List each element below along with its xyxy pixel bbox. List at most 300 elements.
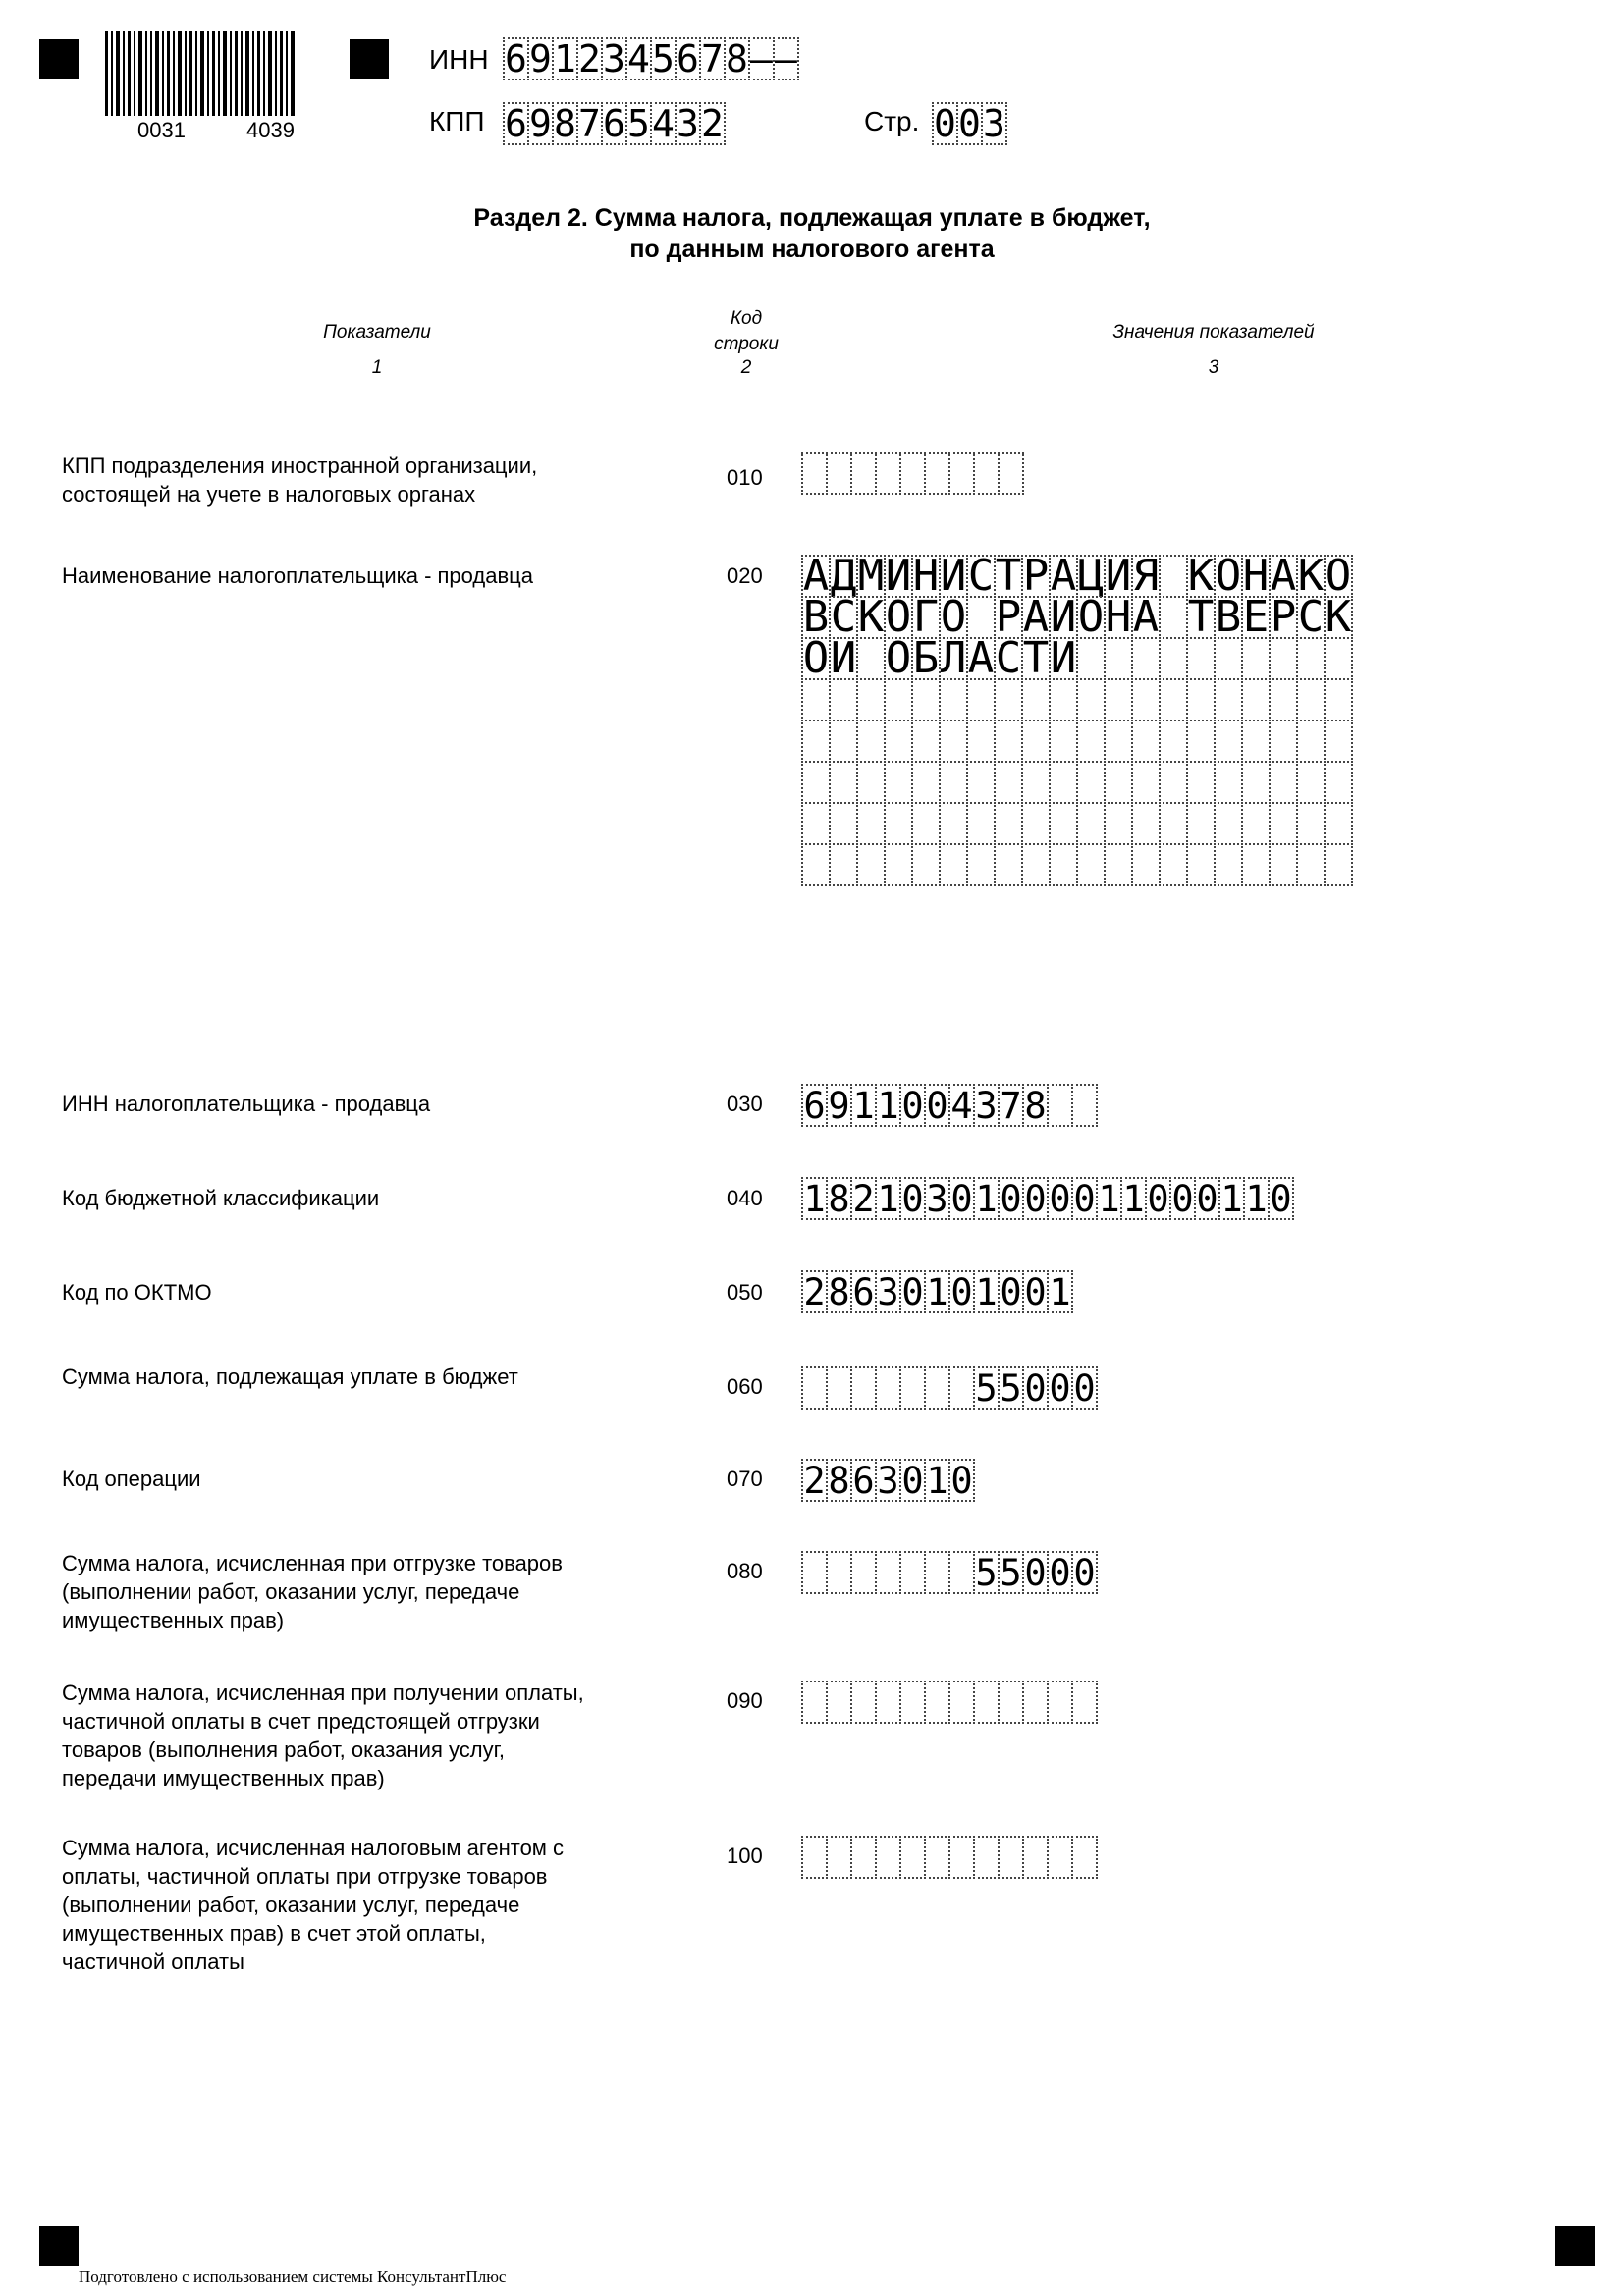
value-cell[interactable]: 3 (875, 1270, 901, 1313)
value-cell[interactable] (1049, 761, 1078, 804)
row-100-label-line: Сумма налога, исчисленная налоговым агентом с (62, 1836, 565, 1860)
value-cell[interactable]: 0 (899, 1084, 926, 1127)
row-100-label-line: имущественных прав) в счет этой оплаты, (62, 1921, 486, 1946)
value-cell[interactable] (1296, 678, 1326, 721)
value-cell[interactable]: Н (1105, 592, 1132, 642)
value-cell[interactable]: 5 (973, 1551, 1000, 1594)
value-cell[interactable] (966, 843, 996, 886)
row-080-value-cells[interactable] (801, 1551, 1098, 1592)
value-cell[interactable] (1241, 802, 1271, 845)
value-cell[interactable] (850, 1836, 877, 1879)
value-cell[interactable] (966, 802, 996, 845)
value-cell[interactable] (875, 1551, 901, 1594)
value-cell[interactable] (899, 452, 926, 495)
value-cell[interactable]: К (857, 592, 885, 642)
value-cell[interactable] (1296, 720, 1326, 763)
value-cell[interactable]: 0 (948, 1177, 975, 1220)
value-cell[interactable] (801, 802, 831, 845)
value-cell[interactable] (829, 761, 858, 804)
value-cell[interactable] (1104, 637, 1133, 680)
value-cell: 0 (956, 102, 983, 145)
value-cell[interactable] (1269, 802, 1298, 845)
value-cell[interactable] (829, 678, 858, 721)
value-cell[interactable] (856, 637, 886, 680)
value-cell[interactable]: Б (912, 633, 940, 683)
value-cell[interactable] (826, 452, 852, 495)
row-070-label (62, 1465, 201, 1493)
value-cell[interactable]: Н (912, 551, 940, 601)
row-090-label-line: товаров (выполнения работ, оказания услуг, (62, 1737, 506, 1762)
value-cell[interactable] (924, 1836, 950, 1879)
value-cell[interactable] (1324, 637, 1353, 680)
value-cell[interactable] (939, 678, 968, 721)
value-cell[interactable]: И (1050, 592, 1077, 642)
value-cell: 3 (675, 102, 701, 145)
value-cell[interactable] (1214, 678, 1243, 721)
value-cell[interactable] (850, 1366, 877, 1410)
value-cell[interactable]: К (1297, 551, 1325, 601)
value-cell[interactable]: А (1022, 592, 1050, 642)
value-cell[interactable] (801, 1551, 828, 1594)
value-cell[interactable]: А (1050, 551, 1077, 601)
value-cell[interactable] (850, 452, 877, 495)
row-030-value-cells[interactable] (801, 1084, 1098, 1125)
value-cell: 6 (601, 102, 627, 145)
value-cell[interactable] (1076, 720, 1106, 763)
value-cell[interactable]: 0 (1022, 1177, 1049, 1220)
value-cell[interactable]: 0 (899, 1177, 926, 1220)
value-cell[interactable]: 5 (998, 1366, 1024, 1410)
value-cell[interactable] (973, 452, 1000, 495)
value-cell[interactable] (801, 720, 831, 763)
value-cell[interactable] (899, 1836, 926, 1879)
value-cell[interactable] (1022, 1836, 1049, 1879)
value-cell[interactable]: И (940, 551, 967, 601)
value-cell[interactable]: 1 (1096, 1177, 1122, 1220)
value-cell[interactable]: 2 (801, 1459, 828, 1502)
value-cell[interactable] (1324, 678, 1353, 721)
row-070-value-cells[interactable] (801, 1459, 975, 1500)
value-cell[interactable]: О (1325, 551, 1352, 601)
value-cell[interactable] (1021, 678, 1051, 721)
row-080-label (62, 1549, 563, 1634)
value-cell[interactable]: Р (1022, 551, 1050, 601)
value-cell[interactable]: А (1132, 592, 1160, 642)
value-cell[interactable]: 5 (973, 1366, 1000, 1410)
value-cell[interactable] (966, 720, 996, 763)
value-cell[interactable] (1049, 843, 1078, 886)
value-cell[interactable] (801, 678, 831, 721)
value-cell[interactable]: Л (940, 633, 967, 683)
value-cell[interactable]: 0 (998, 1177, 1024, 1220)
value-cell[interactable] (1049, 720, 1078, 763)
value-cell[interactable] (1324, 720, 1353, 763)
value-cell[interactable] (994, 720, 1023, 763)
value-cell[interactable]: 1 (1120, 1177, 1147, 1220)
value-cell[interactable] (939, 761, 968, 804)
value-cell[interactable] (1131, 678, 1161, 721)
row-080-label-line: имущественных прав) (62, 1608, 285, 1632)
value-cell[interactable]: 4 (948, 1084, 975, 1127)
value-cell[interactable] (1049, 678, 1078, 721)
value-cell[interactable] (856, 678, 886, 721)
value-cell: 3 (601, 37, 627, 80)
value-cell[interactable]: Г (912, 592, 940, 642)
row-010-code: 010 (727, 465, 763, 490)
value-cell[interactable]: 1 (924, 1270, 950, 1313)
value-cell[interactable] (1186, 637, 1216, 680)
value-cell[interactable]: А (1270, 551, 1297, 601)
value-cell[interactable]: 0 (1071, 1366, 1098, 1410)
value-cell[interactable]: 3 (875, 1459, 901, 1502)
value-cell[interactable]: 1 (850, 1084, 877, 1127)
value-cell: 2 (576, 37, 603, 80)
value-cell[interactable] (1104, 720, 1133, 763)
value-cell[interactable] (1324, 761, 1353, 804)
value-cell[interactable]: Ц (1077, 551, 1105, 601)
value-cell[interactable]: 0 (998, 1270, 1024, 1313)
row-020-label (62, 561, 533, 590)
value-cell[interactable]: 0 (1022, 1366, 1049, 1410)
value-cell[interactable]: К (1325, 592, 1352, 642)
value-cell[interactable] (1104, 678, 1133, 721)
value-cell[interactable]: 6 (850, 1270, 877, 1313)
value-cell[interactable]: Т (995, 551, 1022, 601)
value-cell[interactable] (924, 1366, 950, 1410)
value-cell[interactable]: В (802, 592, 830, 642)
value-cell[interactable] (1186, 678, 1216, 721)
value-cell[interactable] (1076, 761, 1106, 804)
value-cell[interactable] (939, 843, 968, 886)
value-cell[interactable] (911, 678, 941, 721)
value-cell[interactable]: Д (830, 551, 857, 601)
value-cell[interactable]: 1 (1218, 1177, 1245, 1220)
value-cell[interactable] (1296, 761, 1326, 804)
value-cell[interactable] (911, 720, 941, 763)
value-cell[interactable]: 6 (850, 1459, 877, 1502)
value-cell[interactable] (994, 802, 1023, 845)
value-cell[interactable]: 0 (948, 1270, 975, 1313)
value-cell[interactable] (1241, 720, 1271, 763)
value-cell[interactable]: 5 (998, 1551, 1024, 1594)
value-cell[interactable] (973, 1836, 1000, 1879)
value-cell[interactable]: 0 (1194, 1177, 1220, 1220)
value-cell[interactable] (875, 1681, 901, 1724)
value-cell[interactable] (1047, 1084, 1073, 1127)
value-cell[interactable] (1186, 843, 1216, 886)
value-cell[interactable]: 0 (899, 1270, 926, 1313)
value-cell[interactable] (966, 761, 996, 804)
value-cell[interactable] (826, 1551, 852, 1594)
value-cell: – (748, 37, 775, 80)
value-cell[interactable]: О (1215, 551, 1242, 601)
value-cell: 8 (724, 37, 750, 80)
value-cell[interactable] (1324, 802, 1353, 845)
value-cell[interactable] (829, 802, 858, 845)
value-cell[interactable]: 1 (801, 1177, 828, 1220)
value-cell[interactable]: Р (995, 592, 1022, 642)
value-cell[interactable]: И (885, 551, 912, 601)
value-cell[interactable] (884, 802, 913, 845)
value-cell[interactable]: О (940, 592, 967, 642)
value-cell[interactable] (1214, 637, 1243, 680)
value-cell[interactable]: М (857, 551, 885, 601)
value-cell[interactable] (1269, 637, 1298, 680)
value-cell: 6 (675, 37, 701, 80)
row-020-value-cells[interactable] (801, 551, 1353, 884)
value-cell[interactable] (924, 1681, 950, 1724)
value-cell[interactable] (1296, 843, 1326, 886)
value-cell[interactable] (856, 802, 886, 845)
value-cell[interactable]: О (802, 633, 830, 683)
value-cell[interactable]: Я (1132, 551, 1160, 601)
value-cell[interactable] (1131, 761, 1161, 804)
value-cell[interactable]: С (1297, 592, 1325, 642)
value-cell[interactable]: 8 (826, 1459, 852, 1502)
row-010-label-line: состоящей на учете в налоговых органах (62, 482, 476, 507)
value-cell[interactable]: 0 (1022, 1270, 1049, 1313)
value-cell[interactable] (924, 1551, 950, 1594)
value-cell[interactable]: 3 (973, 1084, 1000, 1127)
value-cell[interactable] (1047, 1836, 1073, 1879)
value-cell[interactable] (856, 761, 886, 804)
value-cell[interactable] (1049, 802, 1078, 845)
col2-title-2: строки (714, 334, 779, 354)
value-cell[interactable] (1021, 843, 1051, 886)
value-cell[interactable] (948, 1366, 975, 1410)
value-cell[interactable] (948, 1551, 975, 1594)
value-cell[interactable] (884, 678, 913, 721)
value-cell[interactable]: В (1215, 592, 1242, 642)
value-cell[interactable]: И (1050, 633, 1077, 683)
value-cell[interactable]: О (885, 592, 912, 642)
value-cell[interactable] (1071, 1681, 1098, 1724)
value-cell[interactable]: 0 (924, 1084, 950, 1127)
value-cell[interactable] (1269, 761, 1298, 804)
row-090-value-cells[interactable] (801, 1681, 1098, 1722)
value-cell[interactable] (829, 720, 858, 763)
value-cell[interactable]: И (830, 633, 857, 683)
value-cell[interactable]: 0 (1071, 1551, 1098, 1594)
value-cell[interactable]: 0 (899, 1459, 926, 1502)
value-cell[interactable] (884, 843, 913, 886)
value-cell[interactable] (1076, 637, 1106, 680)
value-cell[interactable] (998, 1681, 1024, 1724)
value-cell[interactable] (1159, 555, 1188, 598)
value-cell[interactable] (1104, 761, 1133, 804)
value-cell[interactable]: 0 (1071, 1177, 1098, 1220)
value-cell[interactable] (994, 678, 1023, 721)
value-cell[interactable]: 7 (998, 1084, 1024, 1127)
value-cell[interactable] (1159, 802, 1188, 845)
value-cell[interactable] (1022, 1681, 1049, 1724)
value-cell[interactable] (939, 720, 968, 763)
row-080-label-line: (выполнении работ, оказании услуг, передаче (62, 1579, 520, 1604)
value-cell[interactable] (994, 761, 1023, 804)
value-cell[interactable] (899, 1366, 926, 1410)
value-cell[interactable] (801, 1681, 828, 1724)
value-cell[interactable]: 9 (826, 1084, 852, 1127)
value-cell[interactable] (998, 1836, 1024, 1879)
value-cell[interactable]: Т (1187, 592, 1215, 642)
value-cell[interactable] (1104, 802, 1133, 845)
value-cell[interactable] (966, 678, 996, 721)
value-cell[interactable]: 0 (1047, 1366, 1073, 1410)
value-cell[interactable]: А (802, 551, 830, 601)
value-cell[interactable] (1296, 802, 1326, 845)
value-cell[interactable]: 0 (1268, 1177, 1294, 1220)
value-cell[interactable] (1131, 802, 1161, 845)
value-cell[interactable]: И (1105, 551, 1132, 601)
value-cell[interactable] (1214, 802, 1243, 845)
value-cell[interactable] (994, 843, 1023, 886)
value-cell[interactable]: К (1187, 551, 1215, 601)
value-cell[interactable]: 1 (875, 1177, 901, 1220)
value-cell[interactable]: 0 (1022, 1551, 1049, 1594)
value-cell[interactable] (1186, 761, 1216, 804)
value-cell[interactable] (801, 843, 831, 886)
value-cell[interactable] (1131, 637, 1161, 680)
value-cell[interactable] (801, 761, 831, 804)
value-cell[interactable] (1104, 843, 1133, 886)
value-cell[interactable]: 1 (1047, 1270, 1073, 1313)
value-cell[interactable] (1241, 843, 1271, 886)
value-cell[interactable]: О (885, 633, 912, 683)
value-cell[interactable] (948, 452, 975, 495)
value-cell[interactable] (850, 1681, 877, 1724)
value-cell[interactable] (1159, 678, 1188, 721)
value-cell[interactable] (948, 1681, 975, 1724)
value-cell[interactable] (1159, 761, 1188, 804)
value-cell[interactable] (924, 452, 950, 495)
value-cell[interactable]: 1 (973, 1270, 1000, 1313)
value-cell[interactable] (1159, 720, 1188, 763)
value-cell[interactable] (875, 452, 901, 495)
value-cell[interactable]: 1 (924, 1459, 950, 1502)
value-cell[interactable] (850, 1551, 877, 1594)
value-cell[interactable] (1047, 1681, 1073, 1724)
value-cell[interactable] (801, 1836, 828, 1879)
row-010-value-cells[interactable] (801, 452, 1024, 493)
value-cell[interactable] (826, 1366, 852, 1410)
value-cell[interactable] (1076, 843, 1106, 886)
value-cell[interactable] (1071, 1836, 1098, 1879)
value-cell[interactable]: 8 (826, 1270, 852, 1313)
footer-note: Подготовлено с использованием системы КонсультантПлюс (79, 2268, 507, 2286)
value-cell[interactable]: 8 (826, 1177, 852, 1220)
value-cell[interactable] (1214, 720, 1243, 763)
value-cell[interactable]: С (995, 633, 1022, 683)
value-cell[interactable] (1071, 1084, 1098, 1127)
value-cell[interactable] (1269, 678, 1298, 721)
value-cell[interactable] (801, 452, 828, 495)
value-cell[interactable] (1296, 637, 1326, 680)
value-cell[interactable] (875, 1366, 901, 1410)
value-cell[interactable]: 1 (973, 1177, 1000, 1220)
value-cell[interactable]: 0 (1169, 1177, 1196, 1220)
value-cell[interactable] (1241, 761, 1271, 804)
value-cell[interactable] (826, 1836, 852, 1879)
value-cell[interactable] (998, 452, 1024, 495)
value-cell[interactable] (1076, 802, 1106, 845)
value-cell[interactable]: 8 (1022, 1084, 1049, 1127)
value-cell[interactable]: 1 (1243, 1177, 1270, 1220)
value-cell[interactable] (856, 720, 886, 763)
value-cell[interactable]: А (967, 633, 995, 683)
value-cell[interactable]: Р (1270, 592, 1297, 642)
value-cell[interactable] (911, 761, 941, 804)
row-080-label-line: Сумма налога, исчисленная при отгрузке товаров (62, 1551, 563, 1575)
value-cell[interactable] (973, 1681, 1000, 1724)
value-cell[interactable] (1021, 761, 1051, 804)
value-cell[interactable] (1241, 678, 1271, 721)
value-cell[interactable] (1269, 843, 1298, 886)
value-cell[interactable] (1214, 761, 1243, 804)
value-cell[interactable] (1269, 720, 1298, 763)
value-cell[interactable] (875, 1836, 901, 1879)
value-cell[interactable] (884, 720, 913, 763)
value-cell[interactable] (826, 1681, 852, 1724)
value-cell[interactable] (911, 843, 941, 886)
value-cell[interactable]: Н (1242, 551, 1270, 601)
value-cell[interactable]: 0 (1047, 1177, 1073, 1220)
value-cell[interactable]: О (1077, 592, 1105, 642)
value-cell[interactable] (1159, 637, 1188, 680)
value-cell[interactable]: 0 (1145, 1177, 1171, 1220)
value-cell[interactable] (829, 843, 858, 886)
row-040-value-cells[interactable] (801, 1177, 1294, 1218)
value-cell[interactable] (1159, 596, 1188, 639)
value-cell[interactable] (856, 843, 886, 886)
value-cell[interactable]: Т (1022, 633, 1050, 683)
value-cell[interactable] (1214, 843, 1243, 886)
value-cell[interactable] (948, 1836, 975, 1879)
value-cell[interactable] (1159, 843, 1188, 886)
row-030-label (62, 1090, 430, 1118)
value-cell[interactable]: 6 (801, 1084, 828, 1127)
value-cell[interactable] (899, 1551, 926, 1594)
value-cell[interactable]: С (967, 551, 995, 601)
value-cell[interactable] (1021, 802, 1051, 845)
value-cell[interactable] (1076, 678, 1106, 721)
value-cell[interactable] (1186, 720, 1216, 763)
value-cell[interactable] (801, 1366, 828, 1410)
value-cell[interactable]: 0 (1047, 1551, 1073, 1594)
value-cell[interactable] (1131, 720, 1161, 763)
value-cell[interactable] (1324, 843, 1353, 886)
value-cell[interactable] (884, 761, 913, 804)
value-cell[interactable]: 1 (875, 1084, 901, 1127)
row-060-value-cells[interactable] (801, 1366, 1098, 1408)
row-010-label-line: КПП подразделения иностранной организации, (62, 454, 538, 478)
value-cell[interactable] (1131, 843, 1161, 886)
value-cell[interactable]: С (830, 592, 857, 642)
value-cell[interactable] (1021, 720, 1051, 763)
row-100-value-cells[interactable] (801, 1836, 1098, 1877)
value-cell[interactable]: 0 (948, 1459, 975, 1502)
value-cell[interactable] (939, 802, 968, 845)
value-cell[interactable] (899, 1681, 926, 1724)
value-cell[interactable]: 2 (801, 1270, 828, 1313)
row-050-value-cells[interactable] (801, 1270, 1073, 1311)
value-cell[interactable] (1241, 637, 1271, 680)
value-cell[interactable] (911, 802, 941, 845)
value-cell[interactable]: Е (1242, 592, 1270, 642)
value-cell: 2 (699, 102, 726, 145)
value-cell[interactable]: 3 (924, 1177, 950, 1220)
value-cell[interactable] (1186, 802, 1216, 845)
value-cell[interactable]: 2 (850, 1177, 877, 1220)
